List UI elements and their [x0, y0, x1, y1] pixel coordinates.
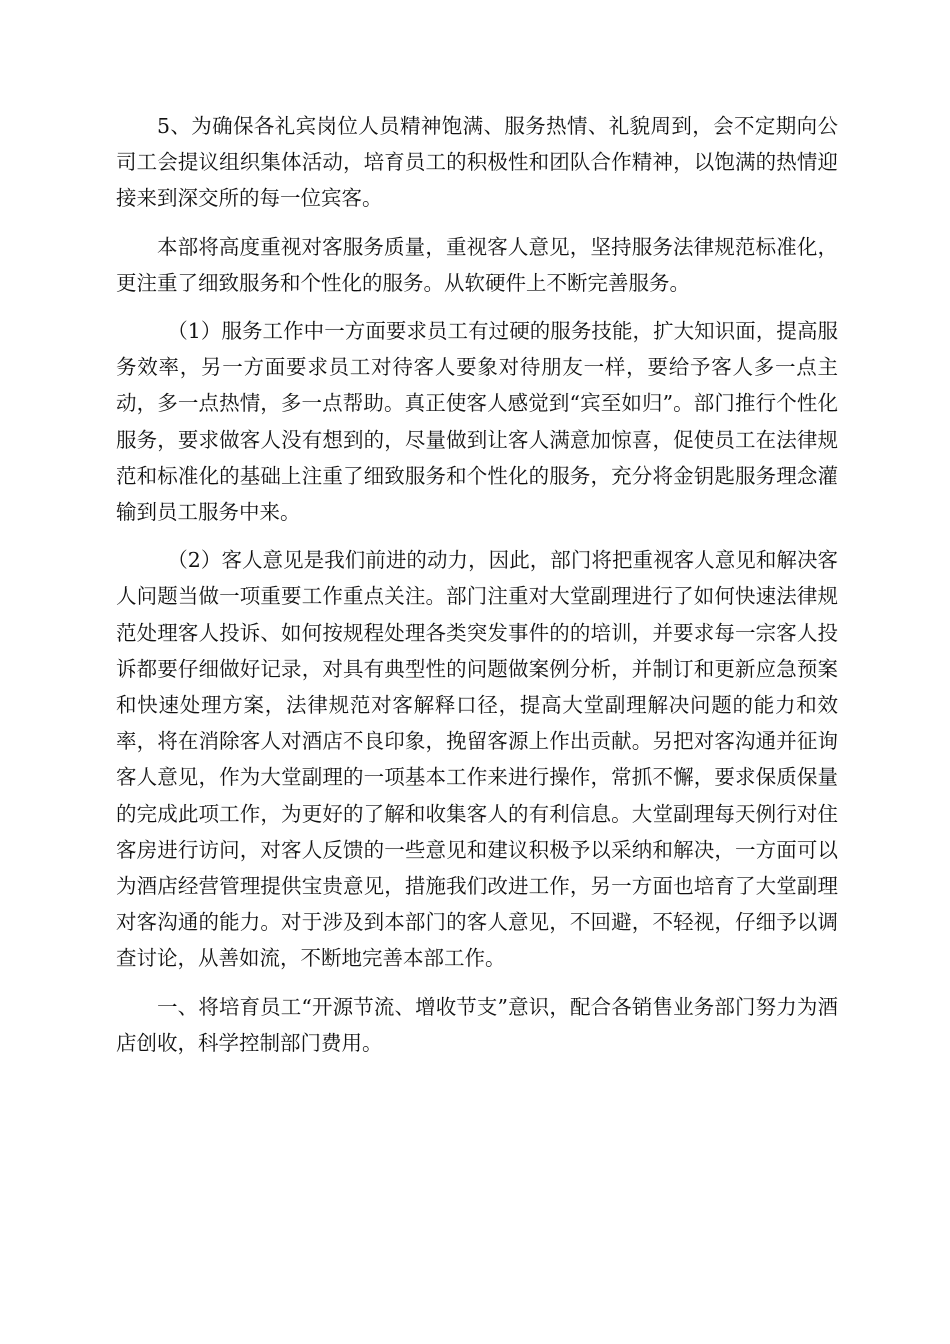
paragraph-1: 5、为确保各礼宾岗位人员精神饱满、服务热情、礼貌周到，会不定期向公司工会提议组织集体活动，培育员工的积极性和团队合作精神，以饱满的热情迎接来到深交所的每一位宾客。 [116, 114, 838, 211]
paragraph-2: 本部将高度重视对客服务质量，重视客人意见，坚持服务法律规范标准化，更注重了细致服务和个性化的服务。从软硬件上不断完善服务。 [116, 234, 838, 295]
paragraph-4: （2）客人意见是我们前进的动力，因此，部门将把重视客人意见和解决客人问题当做一项重要工作重点关注。部门注重对大堂副理进行了如何快速法律规范处理客人投诉、如何按规程处理各类突发事件的的培训，并要求每一宗客人投诉都要仔细做好记录，对具有典型性的问题做案例分析，并制订和更新应急预案和快速处理方案，法律规范对客解释口径，提高大堂副理解决问题的能力和效率，将在消除客人对酒店不良印象，挽留客源上作出贡献。另把对客沟通并征询客人意见，作为大堂副理的一项基本工作来进行操作，常抓不懈，要求保质保量的完成此项工作，为更好的了解和收集客人的有利信息。大堂副理每天例行对住客房进行访问，对客人反馈的一些意见和建议积极予以采纳和解决，一方面可以为酒店经营管理提供宝贵意见，措施我们改进工作，另一方面也培育了大堂副理对客沟通的能力。对于涉及到本部门的客人意见，不回避，不轻视，仔细予以调查讨论，从善如流，不断地完善本部工作。 [116, 548, 838, 971]
document-body [116, 108, 838, 1061]
paragraph-5: 一、将培育员工“开源节流、增收节支”意识，配合各销售业务部门努力为酒店创收，科学控制部门费用。 [116, 994, 838, 1055]
paragraph-3: （1）服务工作中一方面要求员工有过硬的服务技能，扩大知识面，提高服务效率，另一方面要求员工对待客人要象对待朋友一样，要给予客人多一点主动，多一点热情，多一点帮助。真正使客人感觉到“宾至如归”。部门推行个性化服务，要求做客人没有想到的，尽量做到让客人满意加惊喜，促使员工在法律规范和标准化的基础上注重了细致服务和个性化的服务，充分将金钥匙服务理念灌输到员工服务中来。 [116, 319, 838, 525]
